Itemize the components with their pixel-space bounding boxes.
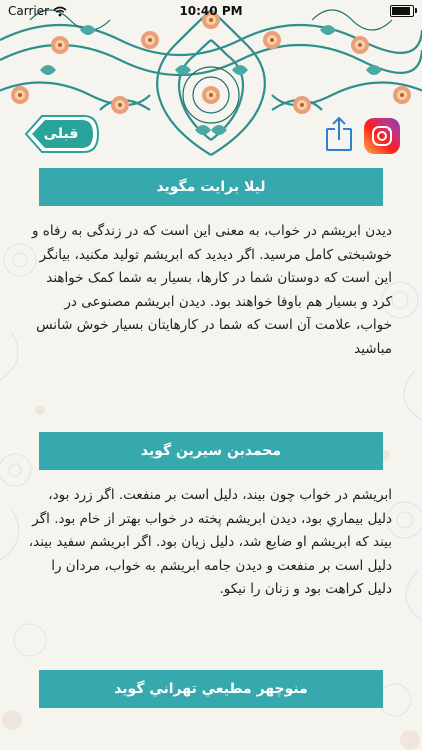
instagram-dot — [388, 128, 391, 131]
instagram-lens — [377, 131, 387, 141]
back-label: قبلی — [43, 126, 79, 142]
status-left — [8, 4, 67, 18]
share-button[interactable] — [322, 116, 356, 152]
status-bar — [0, 0, 422, 22]
battery-icon — [390, 5, 414, 17]
section-body-1: دیدن ابریشم در خواب، به معنی این است که در زندگی به رفاه و خوشبختی کامل مرسید. اگر دیدید که ابریشم تولید مکنید، بیانگر این است که دوستان شما در کارها، بسیار به شما کمک خواهند کرد و بسیار هم باوفا خواهند بود. دیدن ابریشم مصنوعی در خواب، علامت آن است که شما در کارهایتان بسیار خوش شانس مباشید — [31, 223, 392, 357]
section-title-2: محمدبن سيرين گويد — [140, 443, 282, 459]
instagram-button[interactable] — [364, 118, 400, 154]
wifi-icon — [53, 6, 67, 17]
carrier-label: Carrier — [8, 4, 50, 18]
status-time: 10:40 PM — [179, 4, 243, 18]
section-header-1 — [39, 168, 383, 206]
section-header-2 — [39, 432, 383, 470]
back-button[interactable] — [22, 112, 100, 156]
section-header-3 — [39, 670, 383, 708]
section-title-1: ليلا برايت مگويد — [156, 179, 266, 195]
section-body-2: ابريشم در خواب چون بيند، دليل است بر منفعت. اگر زرد بود، دليل بيماري بود، ديدن ابريشم پخته در خواب بهتر از خام بود. اگر بيند كه ابريشم او ضايع شد، دليل زيان بود. اگر ابريشم سفيد بيند، دليل است بر منفعت و ديدن جامه ابريشم به خواب، مردان را دليل كراهت بود و زنان را نيكو. — [28, 487, 392, 597]
section-title-3: منوچهر مطيعي تهراني گويد — [114, 681, 308, 697]
share-icon — [322, 116, 356, 152]
